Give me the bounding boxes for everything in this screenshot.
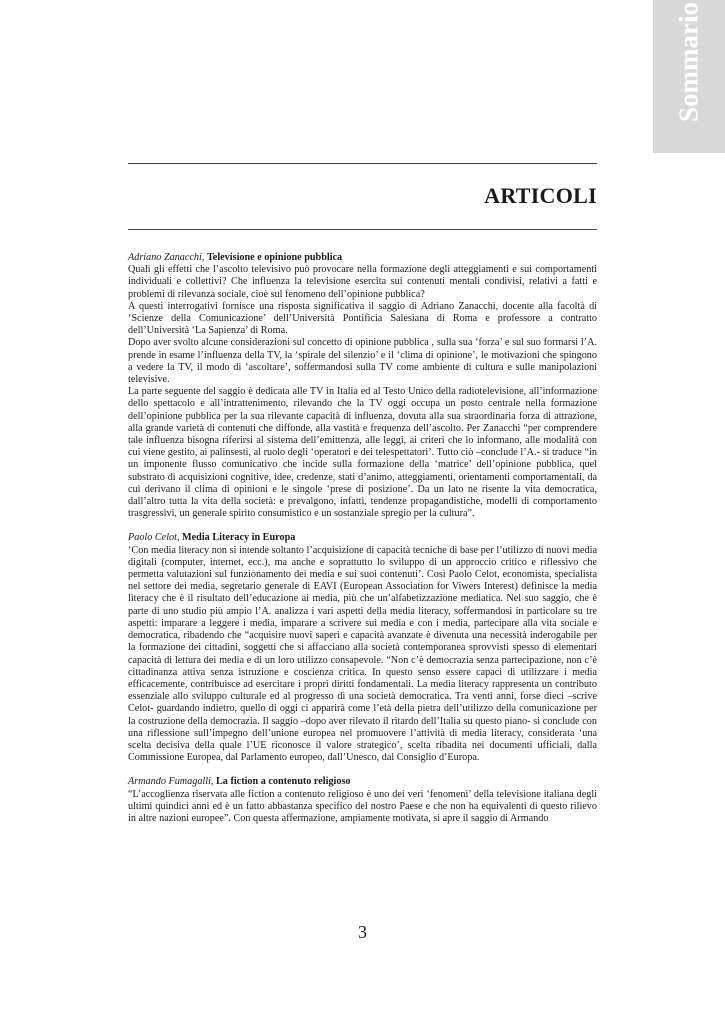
article-zanacchi xyxy=(128,252,597,520)
sommario-tab-label: Sommario xyxy=(673,2,704,122)
article-paragraph: A questi interrogativi fornisce una risposta significativa il saggio di Adriano Zanacchi, docente alla facoltà di ‘Scienze della Comunicazione’ dell’Università Pontificia Salesiana di Roma e professore a contratto dell’Università ‘La Sapienza’ di Roma. xyxy=(128,300,597,337)
article-fumagalli xyxy=(128,776,597,825)
article-author: Armando Fumagalli, xyxy=(128,776,214,788)
header-rule-top xyxy=(128,163,597,164)
article-author: Paolo Celot, xyxy=(128,532,180,544)
article-paragraph: ‘Con media literacy non si intende soltanto l’acquisizione di capacità tecniche di base per l’utilizzo di nuovi media digitali (computer, internet, ecc.), ma anche e soprattutto lo sviluppo di un approccio critico e riflessivo che permetta valutazioni sul funzionamento dei media e sui suoi contenuti’. Così Paolo Celot, economista, specialista nel settore dei media, segretario generale di EAVI (European Association for Viwers Interest) definisce la media literacy che è il risultato dell’educazione ai media, più che un’alfabetizzazione mediatica. Nel suo saggio, che è parte di uno studio più ampio l’A. analizza i vari aspetti della media literacy, soffermandosi in particolare su tre aspetti: imparare a leggere i media, imparare a scrivere sui media e con i media, partecipare alla vita sociale e democratica, ribadendo che “acquisire nuovi saperi e capacità avanzate è divenuta una necessità inderogabile per la formazione dei cittadini, soggetti che si affacciano alla società contemporanea sprovvisti spesso di elementari capacità di lettura dei media e di un loro utilizzo consapevole. “Non c’è democrazia senza partecipazione, non c’è cittadinanza attiva senza istruzione e coscienza critica. In questo senso essere capaci di utilizzare i media efficacemente, contribuisce ad esercitare i propri diritti fondamentali. La media literacy rappresenta un contributo essenziale allo sviluppo culturale ed al progresso di una società democratica. Tra venti anni, forse dieci –scrive Celot- guardando indietro, quello di oggi ci apparirà come l’età della pietra dell’utilizzo della comunicazione per la costruzione della democrazia. Il saggio –dopo aver rilevato il ritardo dell’Italia su questo piano- si conclude con una riflessione sull’impegno dell’unione europea nel promuovere l’attività di media literacy, considerata ‘una scelta decisiva della quale l’UE riconosce il valore strategico’, scelta ribadita nei documenti ufficiali, dalla Commissione Europea, dal Parlamento europeo, dall’Unesco, dal Consiglio d’Europa. xyxy=(128,544,597,764)
article-title: La fiction a contenuto religioso xyxy=(216,776,351,788)
article-title: Televisione e opinione pubblica xyxy=(206,252,343,263)
article-title: Media Literacy in Europa xyxy=(182,532,296,544)
article-heading xyxy=(128,252,597,264)
article-heading xyxy=(128,532,597,544)
sommario-tab[interactable] xyxy=(653,0,725,153)
article-paragraph: Dopo aver svolto alcune considerazioni sul concetto di opinione pubblica , sulla sua ‘forza’ e sul suo formarsi l’A. prende in esame l’influenza della TV, la ‘spirale del silenzio’ e il ‘clima di opinione’, le motivazioni che spingono a vedere la TV, il modo di ‘ascoltare’, soffermandosi sulla TV come ambiente di cultura e sulle manipolazioni televisive. xyxy=(128,337,597,386)
section-title: ARTICOLI xyxy=(484,183,597,208)
article-paragraph: La parte seguente del saggio è dedicata alle TV in Italia ed al Testo Unico della radiotelevisione, all’informazione dello spettacolo e all’intrattenimento, rilevando che la TV oggi occupa un posto centrale nella formazione dell’opinione pubblica per la sua rilevante capacità di influenza, dovuta alla sua straordinaria forza di attrazione, alla grande varietà di contenuti che diffonde, alla vastità e frequenza dell’ascolto. Per Zanacchi “per comprendere tale influenza bisogna riferirsi al sistema dell’emittenza, alle leggi, ai criteri che lo informano, alle modalità con cui viene gestito, ai palinsesti, al ruolo degli ‘operatori e dei telespettatori’. Tutto ciò –conclude l’A.- si traduce “in un imponente flusso comunicativo che incide sulla formazione della ‘matrice’ dell’opinione pubblica, quel substrato di acquisizioni cognitive, idee, credenze, stati d’animo, atteggiamenti, orientamenti comportamentali, da cui derivano il clima di opinioni e le singole ‘prese di posizione’. Da un lato ne risente la vita democratica, dall’altro tutta la vita della società: e prevalgono, infatti, tendenze propagandistiche, modelli di comportamento trasgressivi, un generale spirito consumistico e un sostanziale spregio per la cultura”. xyxy=(128,386,597,520)
page-number: 3 xyxy=(358,922,367,942)
article-list xyxy=(128,252,597,837)
article-heading xyxy=(128,776,597,788)
article-celot xyxy=(128,532,597,764)
article-author: Adriano Zanacchi, xyxy=(128,252,205,263)
article-paragraph: Quali gli effetti che l’ascolto televisivo può provocare nella formazione degli atteggiamenti e sui comportamenti individuali e collettivi? Che influenza la televisione esercita sui contenuti mentali condivisi, relativi a fatti e problemi di rilevanza sociale, cioè sul fenomeno dell’opinione pubblica? xyxy=(128,264,597,300)
header-rule-bottom xyxy=(128,229,597,230)
article-paragraph: “L’accoglienza riservata alle fiction a contenuto religioso è uno dei veri ‘fenomeni’ della televisione italiana degli ultimi quindici anni ed è un fatto abbastanza specifico del nostro Paese e che non ha equivalenti di questo rilievo in altre nazioni europee”. Con questa affermazione, ampiamente motivata, si apre il saggio di Armando xyxy=(128,788,597,824)
